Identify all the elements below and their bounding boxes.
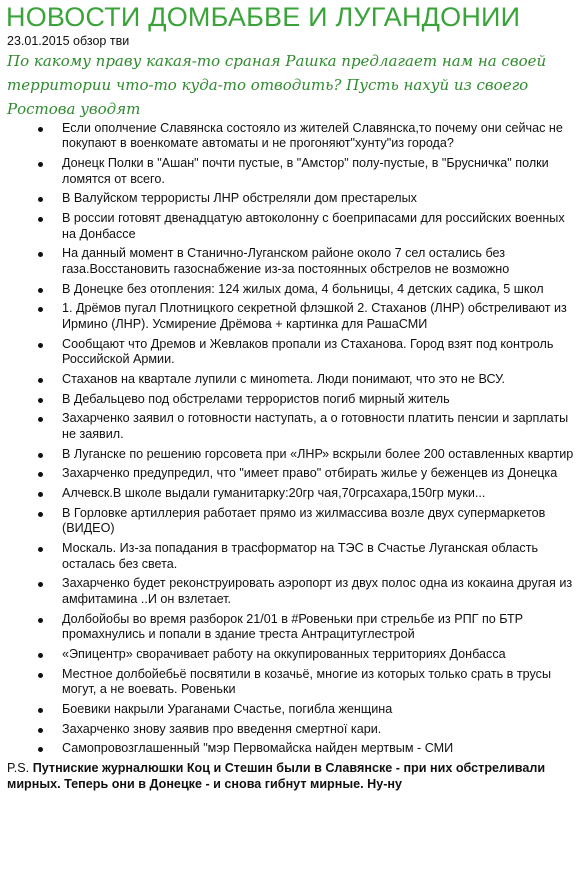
news-item: Стаханов на квартале лупили с минomeта. Люди понимают, что это не ВСУ. bbox=[62, 372, 574, 387]
news-item: Местное долбойебьё посвятили в козачьё, многие из которых только срать в трусы могут, а не воевать. Ровеньки bbox=[62, 667, 574, 698]
news-item: Боевики накрыли Ураганами Счастье, погибла женщина bbox=[62, 702, 574, 717]
news-item: Захарченко будет реконструировать аэропорт из двух полос одна из кокаина другая из амфитамина ..И он взлетает. bbox=[62, 576, 573, 606]
news-item: Донецк Полки в "Ашан" почти пустые, в "Амстор" полу-пустые, в "Брусничка" полки ломятся от всего. bbox=[62, 156, 574, 187]
postscript-prefix: P.S. bbox=[7, 761, 33, 776]
news-item: Алчевск.В школе выдали гуманитарку:20гр чая,70грсахара,150гр муки... bbox=[62, 486, 574, 501]
news-item: Захарченко знову заявив про введення смертної кари. bbox=[62, 722, 574, 737]
news-item: В Валуйском террористы ЛНР обстреляли дом престарелых bbox=[62, 191, 574, 206]
news-item: В Донецке без отопления: 124 жилых дома, 4 больницы, 4 детских садика, 5 школ bbox=[62, 282, 574, 297]
news-item: В Горловке артиллерия работает прямо из жилмассива возле двух супермаркетов (ВИДЕО) bbox=[62, 506, 574, 537]
news-item: В Луганске по решению горсовета при «ЛНР» вскрыли более 200 оставленных квартир bbox=[62, 446, 574, 461]
news-item: Сообщают что Дремов и Жевлаков пропали из Стаханова. Город взят под контроль Российской Армии. bbox=[62, 337, 574, 368]
news-item: «Эпицентр» сворачивает работу на оккупированных территориях Донбасса bbox=[62, 647, 574, 662]
news-list bbox=[6, 121, 574, 757]
news-item: Долбойобы во время разборок 21/01 в #Ровеньки при стрельбе из РПГ по БТР промахнулись и попали в здание треста Антрацитуглестрой bbox=[62, 612, 574, 643]
postscript-bold-text: Путнискиe журналюшки Коц и Стешин были в Славянске - при них обстреливали мирных. Теперь они в Донецке - и снова гибнут мирные. Ну-ну bbox=[7, 761, 546, 791]
news-item: Захарченко предупредил, что "имеет право" отбирать жилье у беженцев из Донецка bbox=[62, 466, 574, 481]
news-item: Самопровозглашенный "мэр Первомайска найден мертвым - СМИ bbox=[62, 741, 574, 756]
news-item: Москаль. Из-за попадания в трасформатор на ТЭС в Счастье Луганская область осталась без света. bbox=[62, 541, 574, 572]
date-line: 23.01.2015 обзор тви bbox=[7, 34, 130, 48]
news-item: Если ополчение Славянска состояло из жителей Славянска,то почему они сейчас не покупают в военкомате автоматы и не прогоняют"хунту"из города? bbox=[62, 121, 574, 152]
quote-text: По какому праву какая-то сраная Рашка предлагает нам на своей территории что-то куда-то отводить? Пусть нахуй из своего Ростова уводят bbox=[7, 52, 547, 118]
news-item: На данный момент в Станично-Луганском районе около 7 сел остались без газа.Восстановить газоснабжение из-за постоянных обстрелов не возможно bbox=[62, 246, 574, 277]
news-item: В Дебальцево под обстрелами террористов погиб мирный житель bbox=[62, 392, 574, 407]
news-item: В россии готовят двенадцатую автоколонну с боеприпасами для российских военных на Донбассе bbox=[62, 211, 574, 242]
news-item: 1. Дрёмов пугал Плотницкого секретной флэшкой 2. Стаханов (ЛНР) обстреливают из Ирмино (ЛНР). Усмирение Дрёмова + картинка для РашаСМИ bbox=[62, 301, 574, 332]
page-title: НОВОСТИ ДОМБАБВЕ И ЛУГАНДОНИИ bbox=[6, 2, 521, 32]
postscript bbox=[7, 761, 573, 792]
news-item: Захарченко заявил о готовности наступать, а о готовности платить пенсии и зарплаты не заявил. bbox=[62, 411, 574, 442]
